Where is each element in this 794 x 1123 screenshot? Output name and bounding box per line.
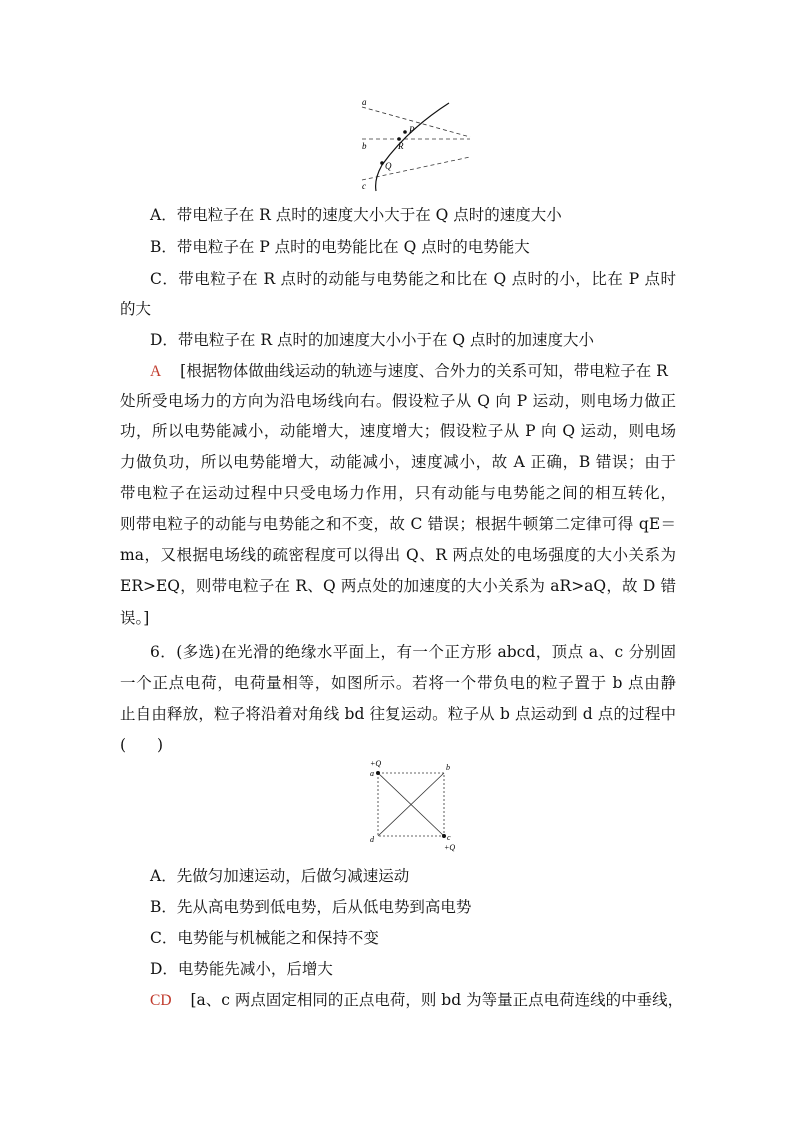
q5-explanation-text-1: [根据物体做曲线运动的轨迹与速度、合外力的关系可知，带电粒子在 R xyxy=(180,362,668,380)
particle-trajectory xyxy=(376,103,449,191)
label-c: c xyxy=(362,181,366,191)
q6-stem-line-2: 一个正点电荷，电荷量相等，如图所示。若将一个带负电的粒子置于 b 点由静 xyxy=(120,674,676,692)
label-charge-c: +Q xyxy=(444,843,456,852)
q5-option-c: C．带电粒子在 R 点时的动能与电势能之和比在 Q 点时的小，比在 P 点时 xyxy=(150,270,676,288)
label-q: Q xyxy=(385,161,392,171)
q5-explanation-line-7: ma，又根据电场线的疏密程度可以得出 Q、R 两点处的电场强度的大小关系为 xyxy=(120,546,676,564)
label-charge-a: +Q xyxy=(370,759,382,768)
charge-a xyxy=(376,771,380,775)
q6-explanation-line-1 xyxy=(150,985,684,1016)
q5-option-c-cont: 的大 xyxy=(120,300,152,318)
label-a: a xyxy=(370,769,374,778)
q6-option-d: D．电势能先减小，后增大 xyxy=(150,960,333,978)
label-r: R xyxy=(398,141,404,151)
q5-explanation-line-3: 功，所以电势能减小，动能增大，速度增大；假设粒子从 P 向 Q 运动，则电场 xyxy=(120,422,676,440)
q6-option-a: A．先做匀加速运动，后做匀减速运动 xyxy=(150,867,410,885)
label-b: b xyxy=(446,763,450,772)
q5-option-b: B．带电粒子在 P 点时的电势能比在 Q 点时的电势能大 xyxy=(150,238,530,256)
field-line-a xyxy=(362,107,470,137)
q5-explanation-line-9: 误。] xyxy=(120,609,150,627)
field-lines-figure xyxy=(352,95,480,195)
q5-option-d: D．带电粒子在 R 点时的加速度大小小于在 Q 点时的加速度大小 xyxy=(150,331,595,349)
label-c: c xyxy=(447,833,451,842)
field-line-c xyxy=(362,157,470,180)
label-d: d xyxy=(370,835,374,844)
q5-explanation-line-2: 处所受电场力的方向为沿电场线向右。假设粒子从 Q 向 P 运动，则电场力做正 xyxy=(120,392,676,410)
q5-explanation-line-5: 带电粒子在运动过程中只受电场力作用，只有动能与电势能之间的相互转化， xyxy=(120,484,676,502)
q5-explanation-line-4: 力做负功，所以电势能增大，动能减小，速度减小，故 A 正确，B 错误；由于 xyxy=(120,453,676,471)
q6-explanation-text-1: [a、c 两点固定相同的正点电荷，则 bd 为等量正点电荷连线的中垂线， xyxy=(190,991,684,1009)
point-q xyxy=(380,161,384,165)
q5-explanation-line-6: 则带电粒子的动能与电势能之和不变，故 C 错误；根据牛顿第二定律可得 qE＝ xyxy=(120,515,676,533)
label-a: a xyxy=(362,97,367,107)
q6-option-b: B．先从高电势到低电势，后从低电势到高电势 xyxy=(150,898,472,916)
q6-stem-line-4: ( ) xyxy=(120,736,164,754)
point-p xyxy=(403,130,407,134)
charge-c xyxy=(442,834,446,838)
q5-explanation-line-1 xyxy=(150,356,676,387)
q6-stem-line-3: 止自由释放，粒子将沿着对角线 bd 往复运动。粒子从 b 点运动到 d 点的过程中 xyxy=(120,705,676,723)
q6-stem-line-1: 6．(多选)在光滑的绝缘水平面上，有一个正方形 abcd，顶点 a、c 分别固 xyxy=(150,643,676,661)
q5-option-a: A．带电粒子在 R 点时的速度大小大于在 Q 点时的速度大小 xyxy=(150,206,562,224)
q5-answer-key: A xyxy=(150,363,162,380)
q5-explanation-line-8: ER>EQ，则带电粒子在 R、Q 两点处的加速度的大小关系为 aR>aQ，故 D 错 xyxy=(120,577,676,595)
label-p: P xyxy=(409,125,415,135)
square-abcd-figure xyxy=(362,758,462,858)
q6-answer-key: CD xyxy=(150,992,172,1009)
q6-option-c: C．电势能与机械能之和保持不变 xyxy=(150,929,379,947)
label-b: b xyxy=(362,141,367,151)
